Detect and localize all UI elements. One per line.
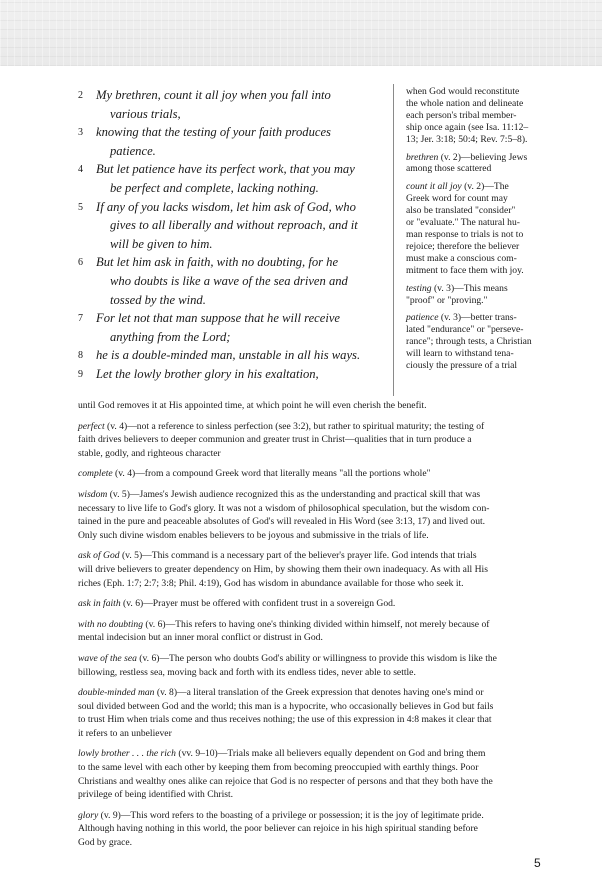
side-note xyxy=(406,312,542,372)
verse-line: For let not that man suppose that he will receive xyxy=(96,311,341,326)
note-text: (v. 2)—The xyxy=(461,181,509,193)
note-text: (vv. 9–10)—Trials make all believers equally dependent on God and bring them xyxy=(175,748,486,760)
commentary-notes xyxy=(78,399,544,857)
verse-number: 2 xyxy=(78,90,83,101)
note-text: or "evaluate." The natural hu- xyxy=(406,217,520,229)
note-text: lated "endurance" or "perseve- xyxy=(406,324,524,336)
note-text: also be translated "consider" xyxy=(406,205,516,217)
note xyxy=(78,747,544,801)
note xyxy=(78,597,544,611)
verse xyxy=(78,365,386,384)
note-text: (v. 8)—a literal translation of the Greek expression that denotes having one's mind or xyxy=(154,687,484,699)
note-term: ask in faith xyxy=(78,598,121,610)
note-text: must make a conscious com- xyxy=(406,252,517,264)
note-text: "proof" or "proving." xyxy=(406,294,488,306)
note-line xyxy=(406,295,542,307)
note-term: glory xyxy=(78,809,99,821)
note-text: billowing, restless sea, moving back and forth with its endless tides, never able to settle. xyxy=(78,666,416,678)
note-text: ciously the pressure of a trial xyxy=(406,360,518,372)
note-term: with no doubting xyxy=(78,618,144,630)
verse xyxy=(78,346,386,365)
note-text: tained in the pure and peaceable absolutes of God's will revealed in His Word (see 3:13, 17) and lived out. xyxy=(78,516,486,528)
note-term: patience xyxy=(406,312,439,324)
note-line xyxy=(406,134,542,146)
note-text: (v. 4)—from a compound Greek word that literally means "all the portions whole" xyxy=(112,468,431,480)
note-text: 13; Jer. 3:18; 50:4; Rev. 7:5–8). xyxy=(406,133,528,145)
note-term: complete xyxy=(78,468,113,480)
note-text: rejoice; therefore the believer xyxy=(406,240,520,252)
note-line xyxy=(406,152,542,164)
verse-line: patience. xyxy=(110,143,156,158)
note-line xyxy=(406,163,542,175)
note-term: count it all joy xyxy=(406,181,462,193)
note-line xyxy=(406,217,542,229)
note-line xyxy=(78,747,544,761)
note-line xyxy=(406,181,542,193)
verse xyxy=(78,123,386,160)
verse xyxy=(78,160,386,197)
note-line xyxy=(406,229,542,241)
verse-number: 7 xyxy=(78,313,83,325)
note-line xyxy=(78,515,544,529)
note-text: stable, godly, and righteous character xyxy=(78,447,221,459)
note-line xyxy=(78,399,544,413)
verse-number: 4 xyxy=(78,164,83,176)
note-term: brethren xyxy=(406,151,439,163)
note-line xyxy=(406,312,542,324)
note-line xyxy=(78,836,544,850)
verse xyxy=(78,309,386,346)
note-line xyxy=(78,727,544,741)
note-text: Although having nothing in this world, the poor believer can rejoice in his high spiritual standing before xyxy=(78,823,478,835)
note-text: soul divided between God and the world; this man is a hypocrite, who occasionally believes in God but fails xyxy=(78,700,494,712)
note-text: (v. 2)—believing Jews xyxy=(438,151,528,163)
note-term: wave of the sea xyxy=(78,652,137,664)
note-text: will learn to withstand tena- xyxy=(406,348,514,360)
verse-line: tossed by the wind. xyxy=(110,292,206,307)
note-line xyxy=(78,529,544,543)
verse-line: various trials, xyxy=(110,106,181,121)
note-text: mitment to face them with joy. xyxy=(406,264,524,276)
note-text: faith drives believers to deeper communion and greater trust in Christ—qualities that in turn produce a xyxy=(78,434,472,446)
note-text: mental indecision but an inner moral conflict or distrust in God. xyxy=(78,632,323,644)
verse-line: will be given to him. xyxy=(110,236,213,251)
verse xyxy=(78,198,386,254)
note-line xyxy=(406,86,542,98)
column-divider xyxy=(393,84,394,396)
note-text: each person's tribal member- xyxy=(406,109,517,121)
note-text: until God removes it at His appointed time, at which point he will even cherish the benefit. xyxy=(78,400,427,411)
note-line xyxy=(78,631,544,645)
note-line xyxy=(78,447,544,461)
note-term: lowly brother . . . the rich xyxy=(78,748,176,760)
verse-line: gives to all liberally and without reproach, and it xyxy=(110,218,358,233)
note-text: (v. 6)—The person who doubts God's ability or willingness to provide this wisdom is like the xyxy=(136,652,497,664)
note-text: to trust Him when trials come and thus receives nothing; the use of this expression in 4:8 makes it clear that xyxy=(78,714,492,726)
note-text: (v. 9)—This word refers to the boasting of a privilege or possession; it is the joy of legitimate pride. xyxy=(98,809,484,821)
note-term: testing xyxy=(406,282,432,294)
verse-line: he is a double-minded man, unstable in all his ways. xyxy=(96,348,361,363)
note-line xyxy=(406,110,542,122)
verse-line: If any of you lacks wisdom, let him ask of God, who xyxy=(96,199,356,214)
note-line xyxy=(406,283,542,295)
note-text: it refers to an unbeliever xyxy=(78,727,172,739)
note-text: to the same level with each other by keeping them from becoming preoccupied with earthly things. Poor xyxy=(78,762,479,774)
note-text: God by grace. xyxy=(78,837,133,849)
note xyxy=(78,618,544,645)
page-number: 5 xyxy=(534,856,541,870)
note-line xyxy=(406,348,542,360)
note xyxy=(78,467,544,481)
verse-line: anything from the Lord; xyxy=(110,329,231,344)
note-text: (v. 5)—This command is a necessary part of the believer's prayer life. God intends that trials xyxy=(119,550,477,562)
note-text: Greek word for count may xyxy=(406,193,508,205)
note-term: wisdom xyxy=(78,488,108,500)
verse-number: 6 xyxy=(78,257,83,269)
verse-line: knowing that the testing of your faith produces xyxy=(96,125,331,140)
note-text: among those scattered xyxy=(406,163,492,175)
note-term: ask of God xyxy=(78,550,120,562)
note-line xyxy=(406,253,542,265)
note xyxy=(78,420,544,461)
verse xyxy=(78,253,386,309)
note xyxy=(78,549,544,590)
note-term: perfect xyxy=(78,420,105,432)
scripture-verses xyxy=(78,86,386,384)
note-line xyxy=(78,433,544,447)
note-line xyxy=(406,265,542,277)
note-line xyxy=(78,822,544,836)
note-line xyxy=(406,360,542,372)
note xyxy=(78,652,544,679)
side-note xyxy=(406,181,542,276)
note-line xyxy=(406,205,542,217)
note-text: (v. 5)—James's Jewish audience recognized this as the understanding and practical skill that was xyxy=(107,488,481,500)
note-line xyxy=(78,700,544,714)
side-note xyxy=(406,283,542,307)
note-line xyxy=(78,713,544,727)
note-text: rance"; through tests, a Christian xyxy=(406,336,532,348)
note-text: when God would reconstitute xyxy=(406,86,520,97)
note-line xyxy=(78,563,544,577)
note-text: (v. 6)—This refers to having one's thinking divided within himself, not merely because of xyxy=(143,618,490,630)
note-line xyxy=(78,577,544,591)
note-line xyxy=(78,686,544,700)
note-line xyxy=(78,467,544,481)
verse-number: 9 xyxy=(78,368,83,380)
note-line xyxy=(78,618,544,632)
note-text: privilege of being identified with Christ. xyxy=(78,789,234,801)
note-line xyxy=(78,775,544,789)
note xyxy=(78,686,544,740)
note-text: (v. 4)—not a reference to sinless perfection (see 3:2), but rather to spiritual maturity; the testing of xyxy=(104,420,485,432)
side-notes xyxy=(406,86,542,372)
note-text: the whole nation and delineate xyxy=(406,97,524,109)
note-line xyxy=(78,420,544,434)
verse-line: My brethren, count it all joy when you fall into xyxy=(96,88,331,102)
verse-line: Let the lowly brother glory in his exaltation, xyxy=(96,366,319,381)
note-text: Christians and wealthy ones alike can rejoice that God is no respecter of persons and that they both have the xyxy=(78,775,493,787)
note-text: (v. 6)—Prayer must be offered with confident trust in a sovereign God. xyxy=(120,598,396,610)
note-line xyxy=(406,98,542,110)
note-line xyxy=(406,122,542,134)
note-line xyxy=(406,193,542,205)
note xyxy=(78,488,544,542)
verse-line: be perfect and complete, lacking nothing. xyxy=(110,180,319,195)
note-text: necessary to live life to God's glory. It was not a wisdom of philosophical speculation, but the wisdom con- xyxy=(78,502,490,514)
note-line xyxy=(78,809,544,823)
note-line xyxy=(78,549,544,563)
note-line xyxy=(406,336,542,348)
verse-line: But let patience have its perfect work, that you may xyxy=(96,162,355,177)
note-line xyxy=(78,652,544,666)
note-line xyxy=(78,788,544,802)
note-line xyxy=(406,241,542,253)
note-text: man response to trials is not to xyxy=(406,228,524,240)
verse-line: who doubts is like a wave of the sea driven and xyxy=(110,273,348,288)
note xyxy=(78,399,544,413)
note-text: (v. 3)—This means xyxy=(431,282,508,294)
verse-line: But let him ask in faith, with no doubting, for he xyxy=(96,255,339,270)
verse xyxy=(78,86,386,123)
note-line xyxy=(78,666,544,680)
verse-number: 5 xyxy=(78,201,83,213)
note-text: riches (Eph. 1:7; 2:7; 3:8; Phil. 4:19), God has wisdom in abundance available for those who seek it. xyxy=(78,577,464,589)
note-line xyxy=(78,488,544,502)
note-text: Only such divine wisdom enables believers to be joyous and submissive in the trials of life. xyxy=(78,529,429,541)
note-term: double-minded man xyxy=(78,687,155,699)
note-line xyxy=(78,502,544,516)
note-line xyxy=(78,597,544,611)
side-note xyxy=(406,152,542,176)
note-text: will drive believers to greater dependency on Him, by showing them their own inadequacy. As with all His xyxy=(78,563,488,575)
header-band xyxy=(0,0,602,66)
verse-number: 3 xyxy=(78,127,83,139)
side-note xyxy=(406,86,542,146)
verse-number: 8 xyxy=(78,350,83,362)
note-line xyxy=(78,761,544,775)
note-text: ship once again (see Isa. 11:12– xyxy=(406,121,529,133)
note-line xyxy=(406,324,542,336)
note-text: (v. 3)—better trans- xyxy=(438,312,517,324)
note xyxy=(78,809,544,850)
